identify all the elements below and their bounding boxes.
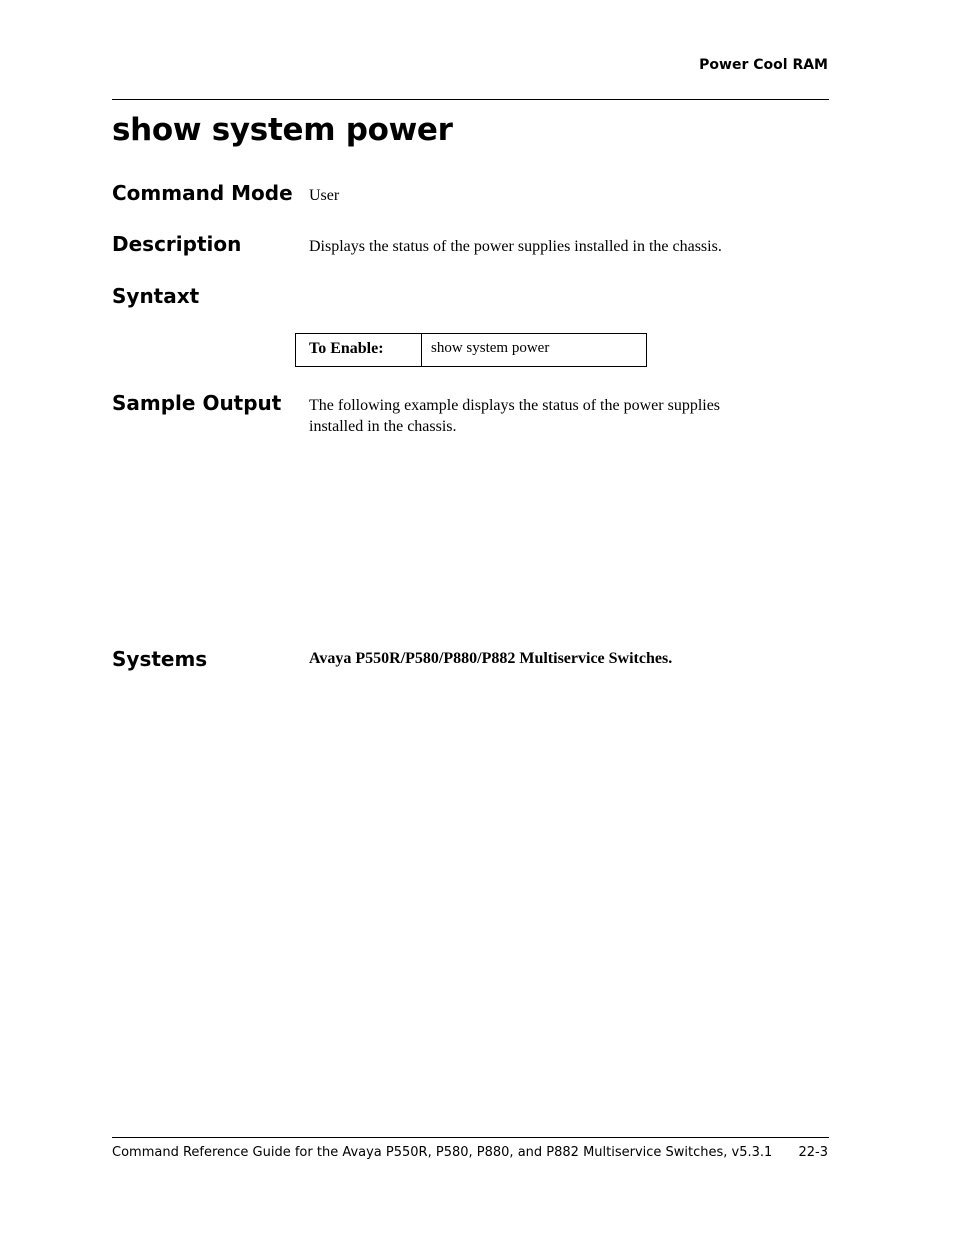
sample-output-label: Sample Output [112,391,282,415]
running-head: Power Cool RAM [699,57,828,73]
syntax-table [295,333,647,367]
syntax-label: Syntaxt [112,284,200,308]
sample-output-line-1: The following example displays the status of the power supplies [309,397,721,414]
sample-output-line-2: installed in the chassis. [309,418,457,435]
description-text: Displays the status of the power supplies installed in the chassis. [309,238,722,255]
page-number: 22-3 [798,1145,828,1160]
footer-title: Command Reference Guide for the Avaya P550R, P580, P880, and P882 Multiservice Switches, v5.3.1 [112,1145,773,1160]
description-label: Description [112,232,242,256]
footer-rule [112,1137,829,1138]
command-mode-label: Command Mode [112,181,293,205]
syntax-table-value: show system power [431,340,550,356]
header-rule [112,99,829,100]
systems-label: Systems [112,647,208,671]
sample-output-text [309,395,720,437]
systems-text: Avaya P550R/P580/P880/P882 Multiservice Switches. [309,650,673,667]
syntax-table-header: To Enable: [296,334,422,366]
command-mode-text: User [309,187,340,204]
page-title: show system power [112,112,453,148]
